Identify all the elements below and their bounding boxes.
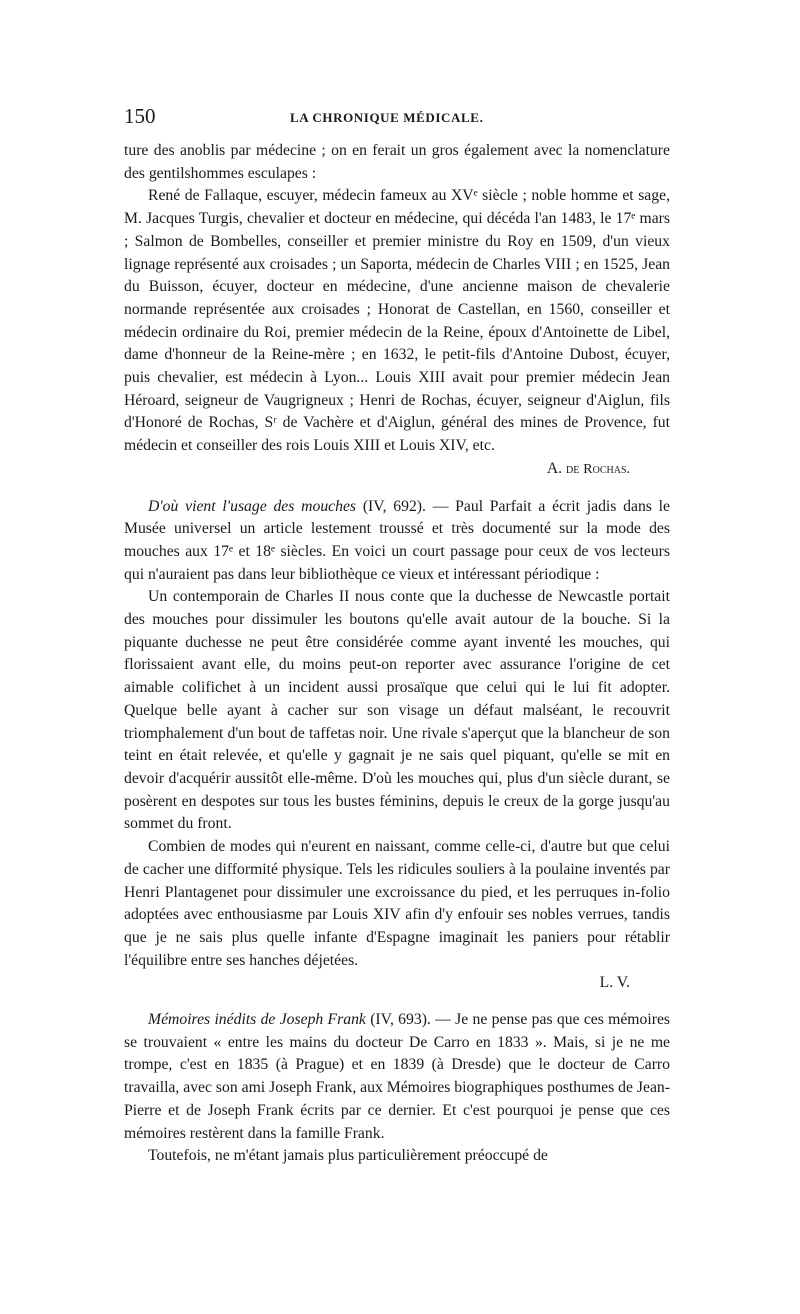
page-header bbox=[124, 104, 670, 132]
paragraph-mouches-origin: Un contemporain de Charles II nous conte que la duchesse de Newcastle portait des mouches pour dissimuler les boutons qu'elle avait autour de la bouche. Si la piquante duchesse ne peut être considérée comme ayant inventé les mouches, qui florissaient avant elle, du moins peut-on reporter avec assurance l'origine de cet aimable colifichet à un incident aussi prosaïque que celui qui le lui fit adopter. Quelque belle ayant à cacher sur son visage un défaut malséant, le recouvrit triomphalement d'un bout de taffetas noir. Une rivale s'aperçut que la blancheur de son teint en était relevée, et qu'elle y gagnait je ne sais quel piquant, qu'elle se mit en devoir d'acquérir aussitôt elle-même. D'où les mouches qui, plus d'un siècle durant, se posèrent en despotes sur tous les bustes féminins, depuis le creux de la gorge jusqu'au sommet du front. bbox=[124, 588, 670, 833]
paragraph-mouches-modes: Combien de modes qui n'eurent en naissant, comme celle-ci, d'autre but que celui de cacher une difformité physique. Tels les ridicules souliers à la poulaine inventés par Henri Plantagenet pour dissimuler une excroissance du pied, et les perruques in-folio adoptées avec enthousiasme par Louis XIV afin d'y enfouir ses nobles verrues, tandis que je ne sais plus quelle infante d'Espagne imaginait les paniers pour rétablir l'équilibre entre ses hanches déjetées. bbox=[124, 838, 670, 969]
article-ref-frank: (IV, 693). bbox=[370, 1011, 431, 1029]
paragraph-medical-nobles: René de Fallaque, escuyer, médecin fameux au XVᵉ siècle ; noble homme et sage, M. Jacques Turgis, chevalier et docteur en médecine, qui décéda l'an 1483, le 17ᵉ mars ; Salmon de Bombelles, conseiller et premier ministre du Roy en 1509, d'un vieux lignage représenté aux croisades ; un Saporta, médecin de Charles VIII ; en 1525, Jean du Buisson, écuyer, docteur en médecine, d'une ancienne maison de chevalerie normande représentée aux croisades ; Honorat de Castellan, en 1560, conseiller et médecin ordinaire du Roi, premier médecin de la Reine, époux d'Antoinette de Libel, dame d'honneur de la Reine-mère ; en 1632, le petit-fils d'Antoine Dubost, écuyer, puis chevalier, est médecin à Lyon... Louis XIII avait pour premier médecin Jean Héroard, seigneur de Vaugrigneux ; Henri de Rochas, écuyer, seigneur d'Aiglun, fils d'Honoré de Rochas, Sʳ de Vachère et d'Aiglun, général des mines de Provence, fut médecin et conseiller des rois Louis XIII et Louis XIV, etc. bbox=[124, 187, 670, 455]
signature-lv: L. V. bbox=[599, 974, 630, 992]
paragraph-mouches-intro-text: — Paul Parfait a écrit jadis dans le Musée universel un article lestement troussé et très documenté sur la mode des mouches aux 17ᵉ et 18ᵉ siècles. En voici un court passage pour ceux de vos lecteurs qui n'auraient pas dans leur bibliothèque ce vieux et intéressant périodique : bbox=[124, 497, 670, 583]
signature-initial: A. bbox=[546, 459, 563, 477]
paragraph-frank-intro-text: — Je ne pense pas que ces mémoires se trouvaient « entre les mains du docteur De Carro en 1833 ». Mais, si je ne me trompe, c'est en 1835 (à Prague) et en 1839 (à Dresde) que le docteur de Carro travailla, avec son ami Joseph Frank, aux Mémoires biographiques posthumes de Jean-Pierre et de Joseph Frank écrits par ce dernier. Et c'est pourquoi je pense que ces mémoires restèrent dans la famille Frank. bbox=[124, 1011, 671, 1142]
page-number: 150 bbox=[124, 104, 156, 128]
running-title: LA CHRONIQUE MÉDICALE. bbox=[290, 110, 484, 125]
paragraph-frank-intro bbox=[124, 1009, 670, 1145]
article-heading-mouches: D'où vient l'usage des mouches bbox=[148, 497, 357, 515]
article-heading-frank: Mémoires inédits de Joseph Frank bbox=[148, 1011, 366, 1029]
paragraph-mouches-intro bbox=[124, 496, 670, 587]
paragraph-continuation: ture des anoblis par médecine ; on en ferait un gros également avec la nomenclature des gentilshommes esculapes : bbox=[124, 142, 670, 182]
paragraph-frank-continued: Toutefois, ne m'étant jamais plus particulièrement préoccupé de bbox=[148, 1147, 548, 1165]
body-text bbox=[124, 140, 670, 1168]
article-ref-mouches: (IV, 692). bbox=[362, 497, 426, 515]
signature-particle: de bbox=[566, 461, 580, 477]
signature-rochas bbox=[124, 458, 670, 482]
signature-name: Rochas. bbox=[583, 461, 630, 477]
